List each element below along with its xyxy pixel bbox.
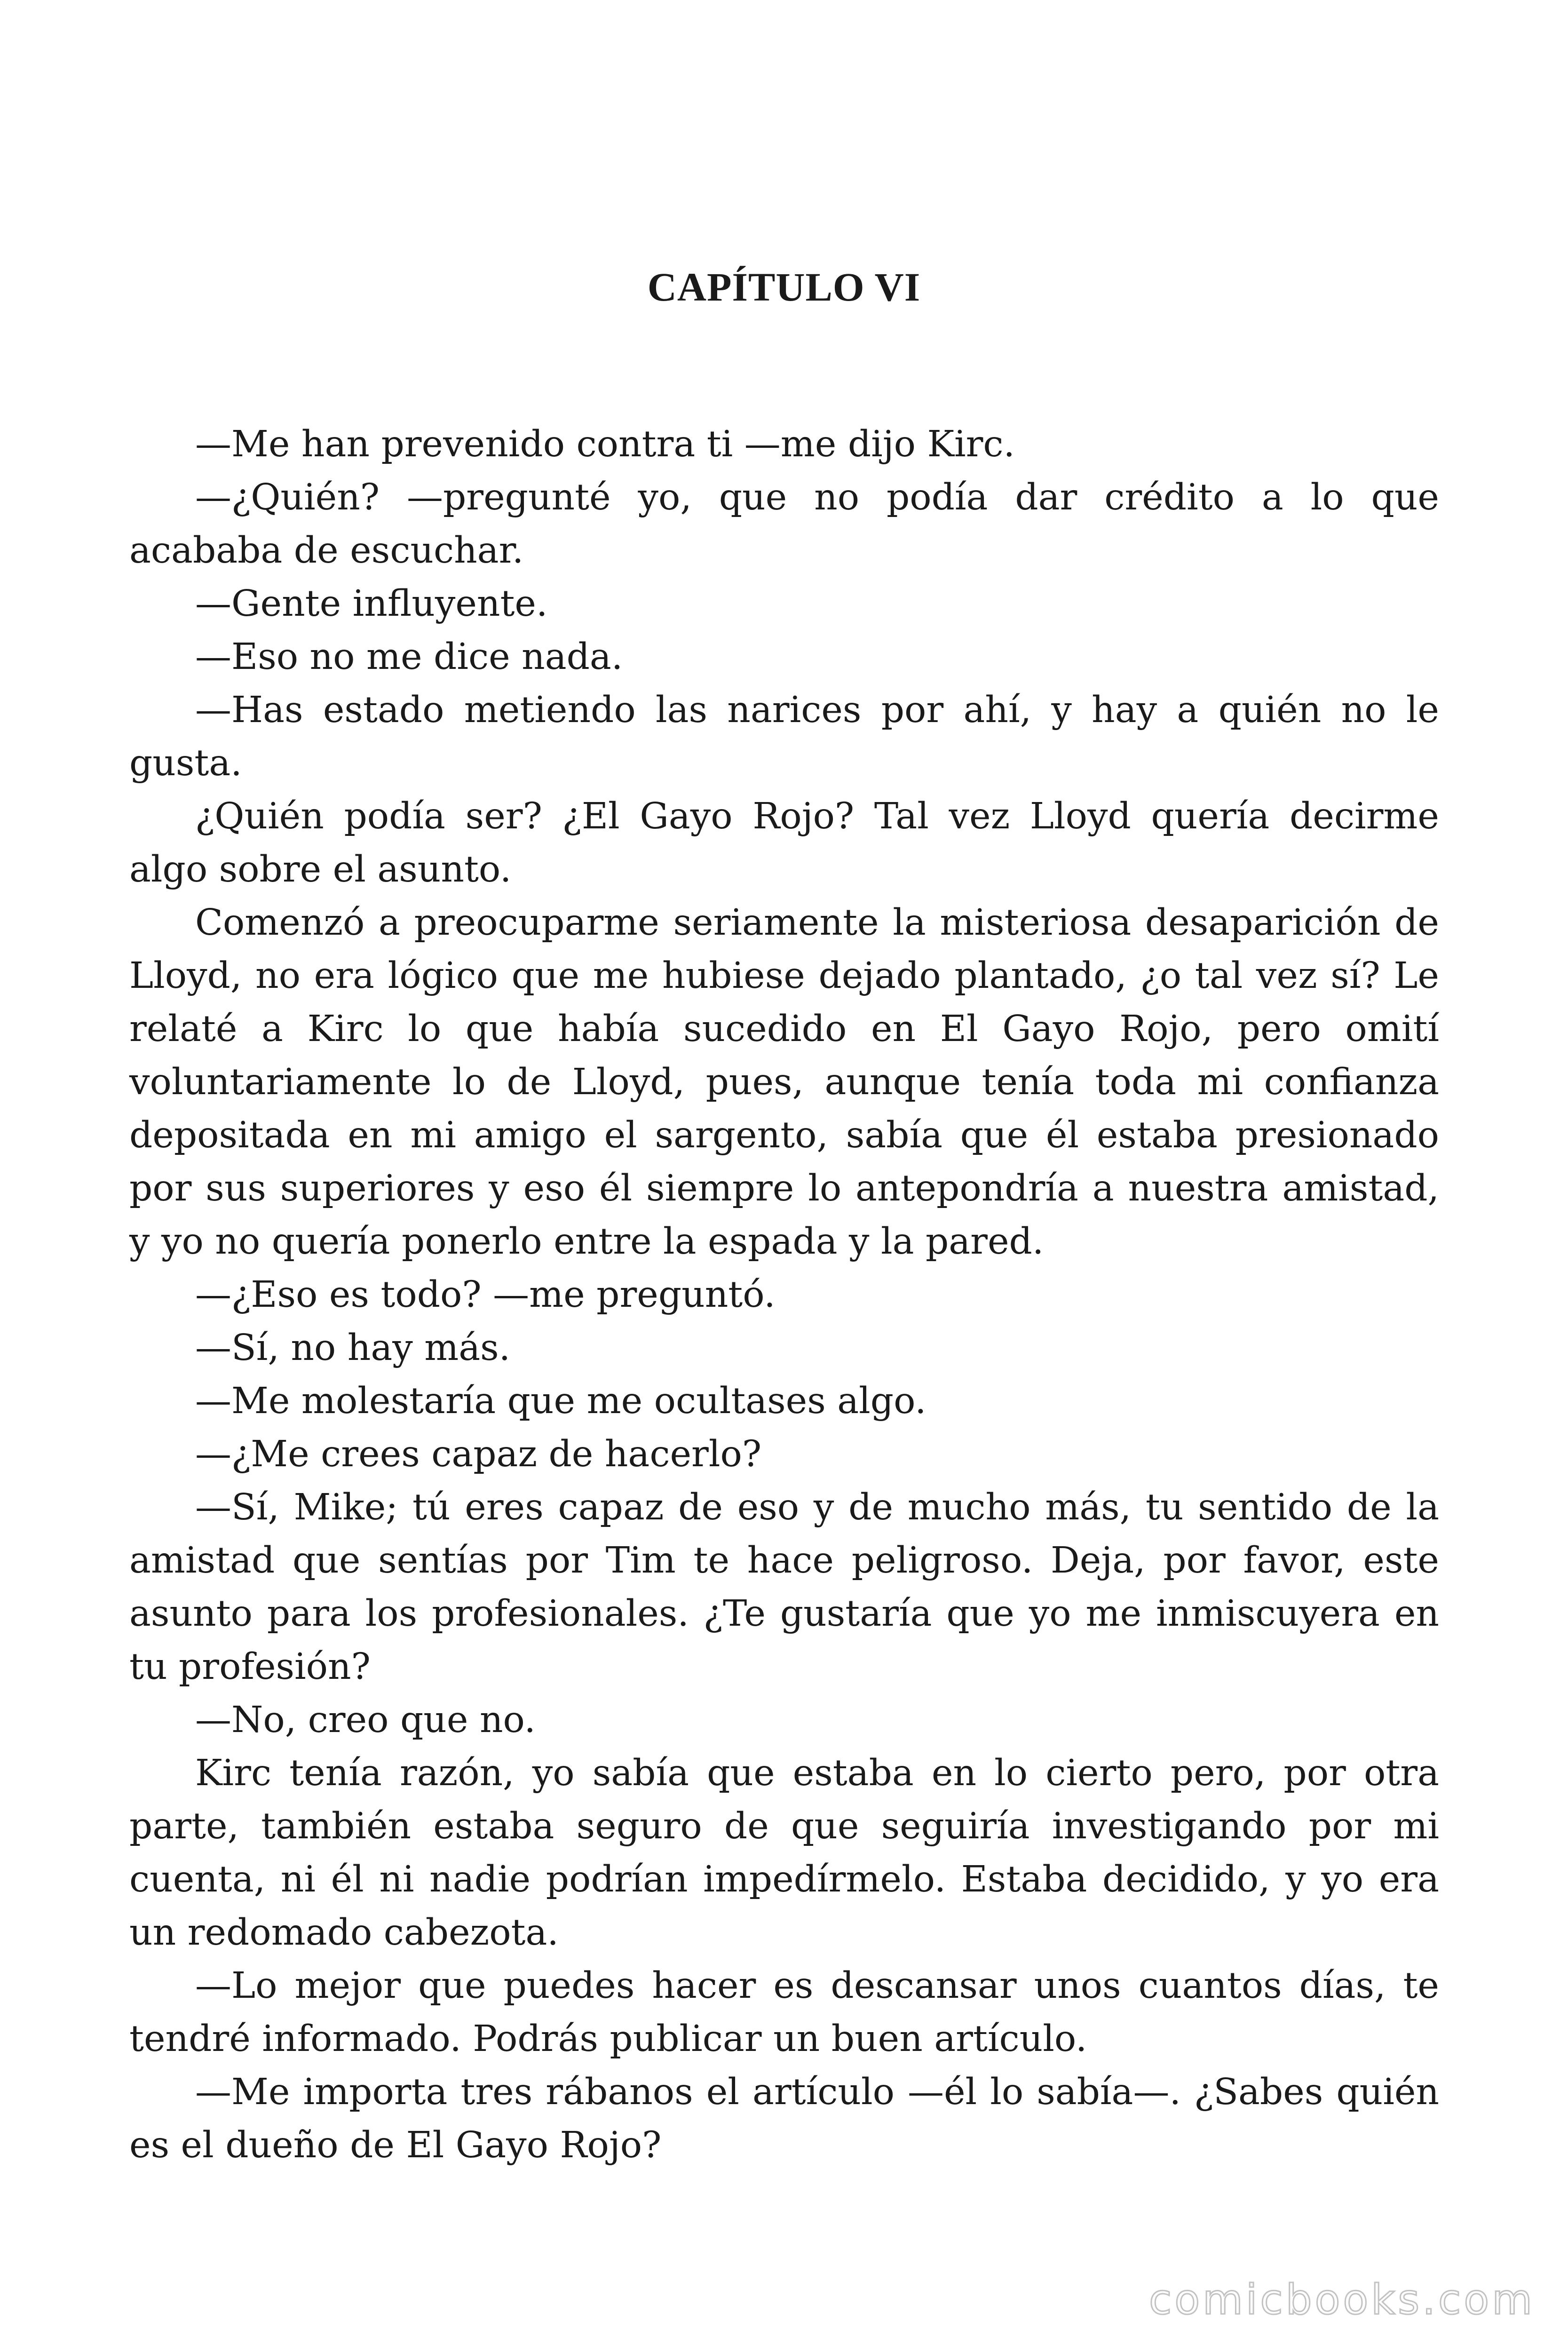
chapter-title: CAPÍTULO VI [647,264,921,310]
paragraph: —Me molestaría que me ocultases algo. [195,1380,927,1422]
paragraph: —Has estado metiendo las narices por ahí, y hay a quién no le gusta. [129,689,1439,784]
paragraph: —Sí, Mike; tú eres capaz de eso y de mucho más, tu sentido de la amistad que sentías por Tim te hace peligroso. Deja, por favor, este asunto para los profesionales. ¿Te gustaría que yo me inmiscuyera en tu profesión? [129,1486,1439,1688]
paragraph: —¿Eso es todo? —me preguntó. [195,1274,776,1316]
paragraph: ¿Quién podía ser? ¿El Gayo Rojo? Tal vez Lloyd quería decirme algo sobre el asunto. [129,795,1439,890]
paragraph: —Me importa tres rábanos el artículo —él lo sabía—. ¿Sabes quién es el dueño de El Gayo Rojo? [129,2071,1439,2166]
chapter-body [129,418,1439,2172]
paragraph: Kirc tenía razón, yo sabía que estaba en lo cierto pero, por otra parte, también estaba seguro de que seguiría investigando por mi cuenta, ni él ni nadie podrían impedírmelo. Estaba decidido, y yo era un redomado cabezota. [129,1752,1439,1954]
paragraph: —¿Quién? —pregunté yo, que no podía dar crédito a lo que acababa de escuchar. [129,477,1439,572]
paragraph: —Sí, no hay más. [195,1327,511,1369]
paragraph: —¿Me crees capaz de hacerlo? [195,1433,762,1475]
paragraph: Comenzó a preocuparme seriamente la misteriosa desaparición de Lloyd, no era lógico que me hubiese dejado plantado, ¿o tal vez sí? Le relaté a Kirc lo que había sucedido en El Gayo Rojo, pero omití voluntariamente lo de Lloyd, pues, aunque tenía toda mi confianza depositada en mi amigo el sargento, sabía que él estaba presionado por sus superiores y eso él siempre lo antepondría a nuestra amistad, y yo no quería ponerlo entre la espada y la pared. [129,902,1439,1263]
paragraph: —Lo mejor que puedes hacer es descansar unos cuantos días, te tendré informado. Podrás publicar un buen artículo. [129,1965,1439,2060]
paragraph: —Me han prevenido contra ti —me dijo Kirc. [195,423,1015,465]
paragraph: —No, creo que no. [195,1699,536,1741]
paragraph: —Eso no me dice nada. [195,636,623,678]
paragraph: —Gente influyente. [195,583,548,625]
watermark-logo: comicbooks.com [1148,2275,1535,2324]
